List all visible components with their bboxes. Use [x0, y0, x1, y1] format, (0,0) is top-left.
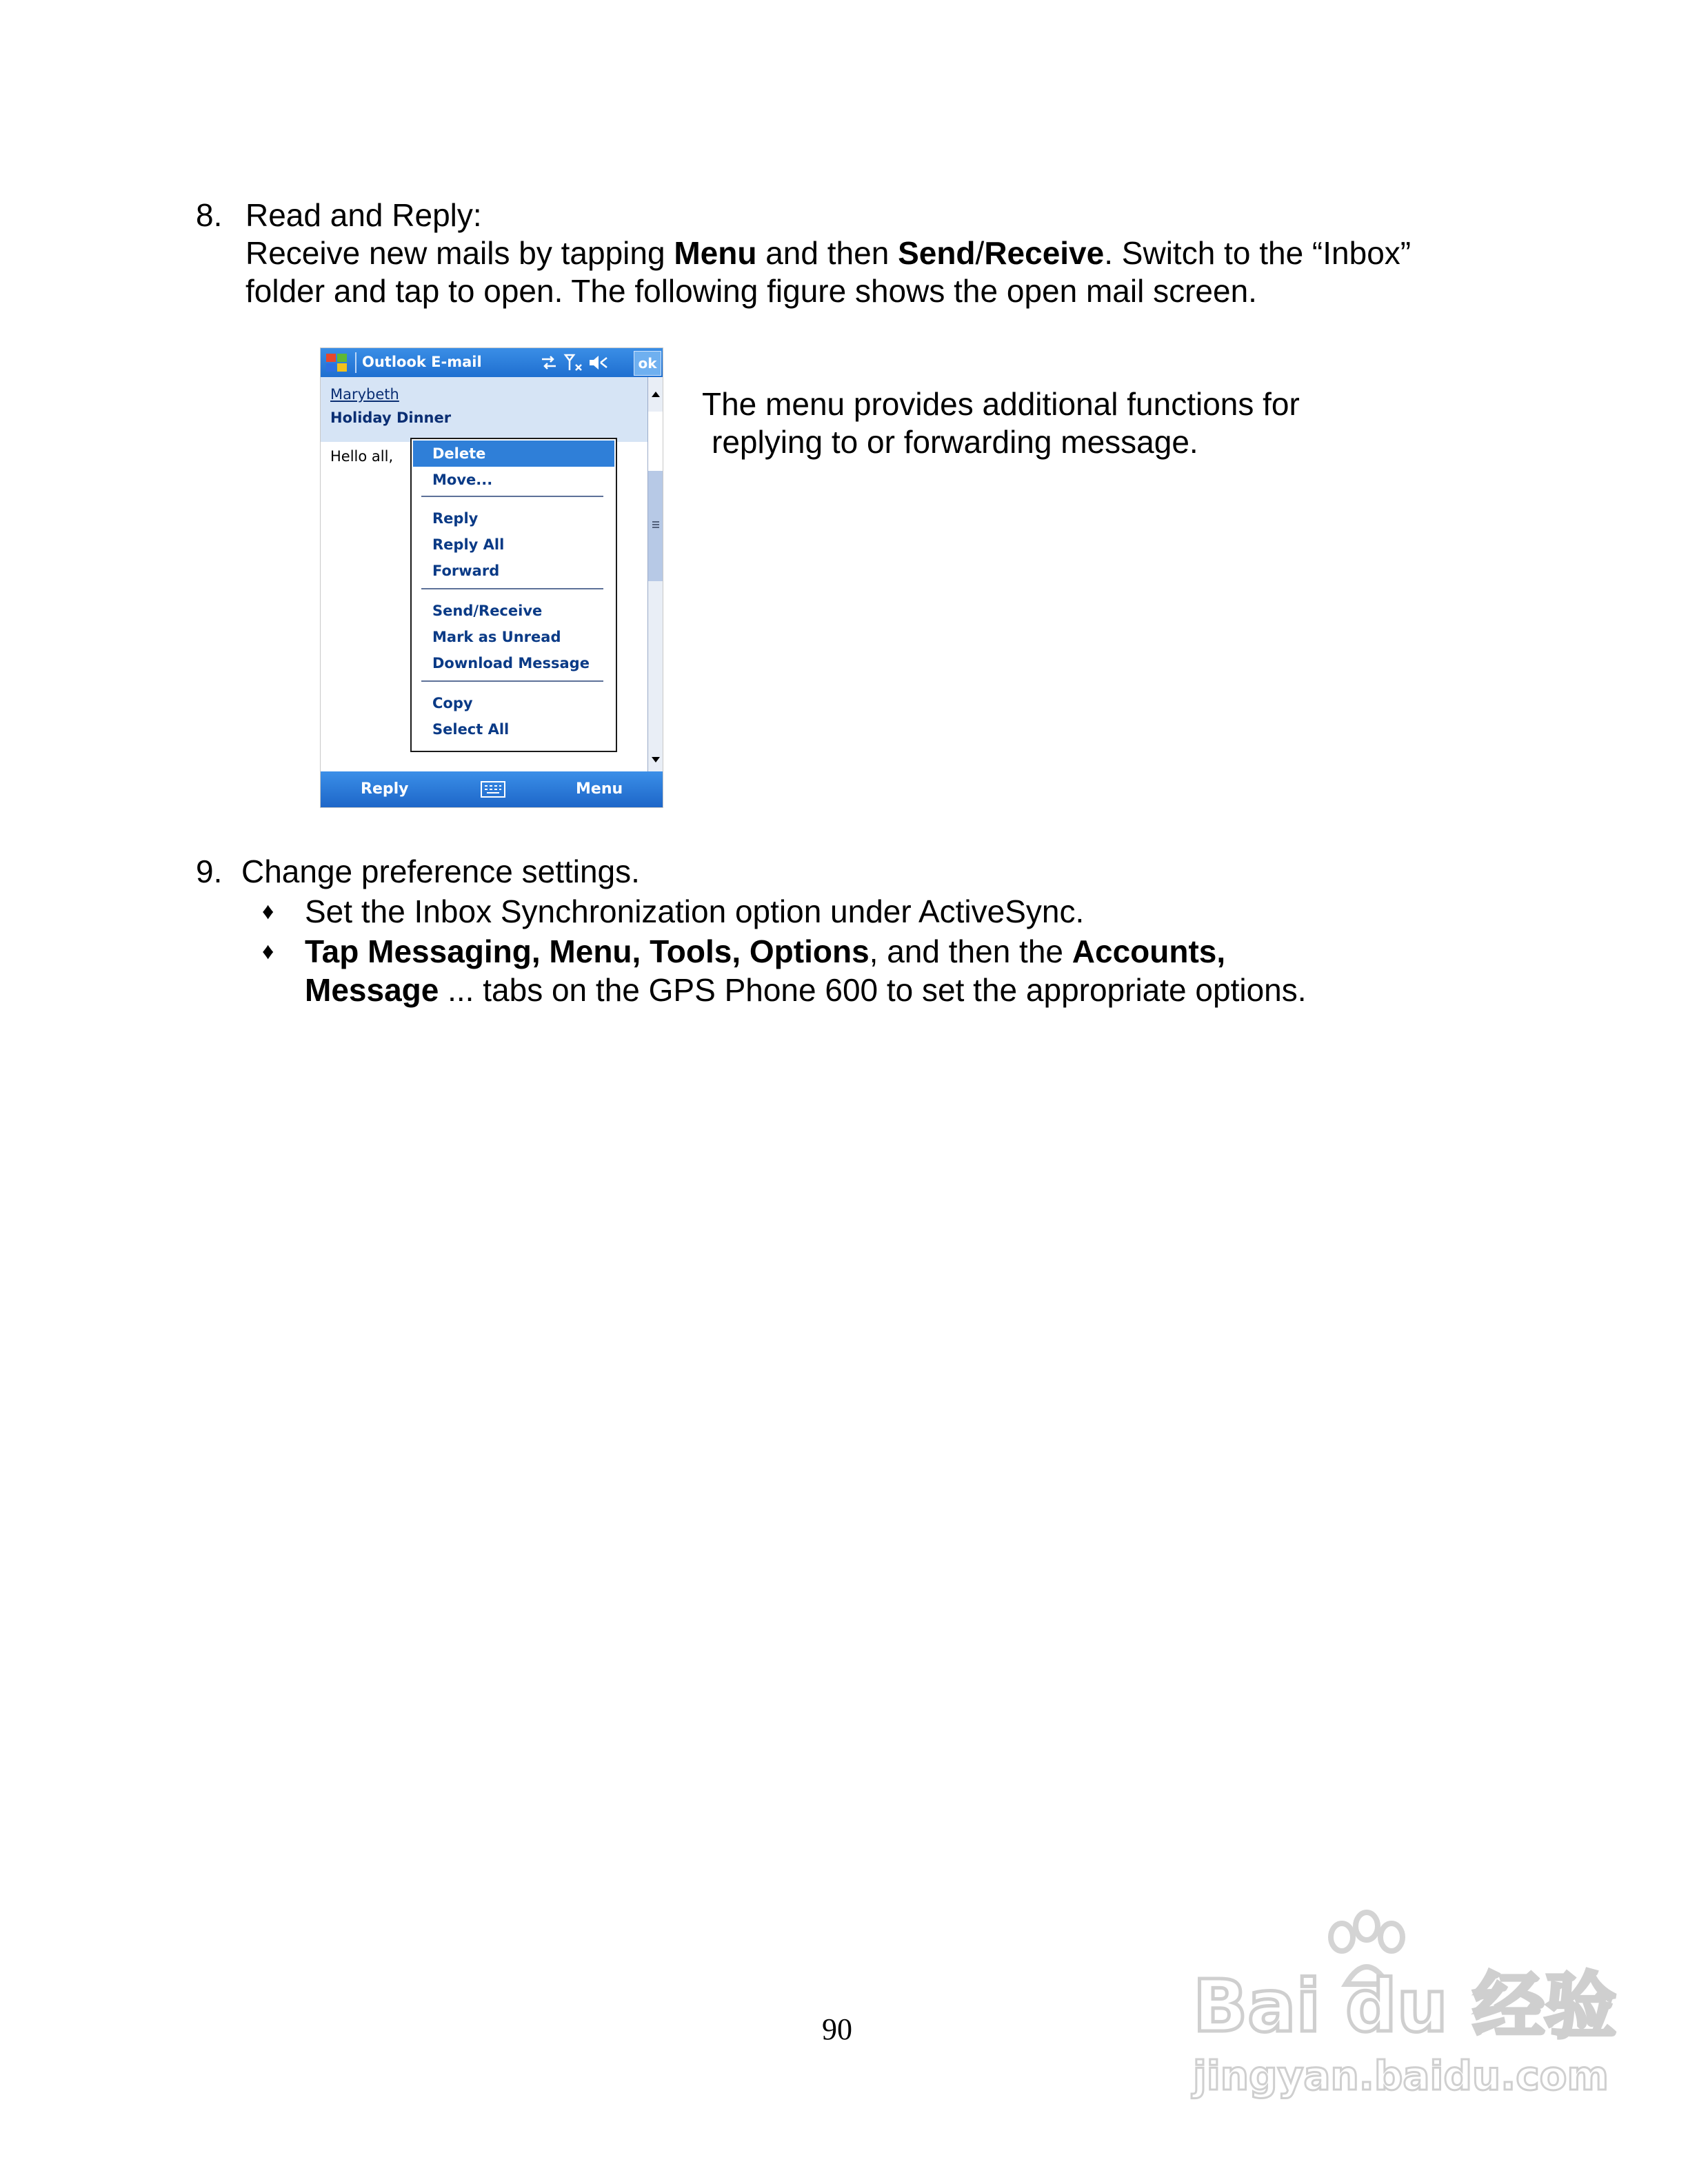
- step-8-line-1: Receive new mails by tapping Menu and then Send/Receive. Switch to the “Inbox”: [245, 235, 1411, 271]
- message-term: Message: [305, 972, 439, 1008]
- scroll-grip-icon: [651, 519, 661, 530]
- title-divider: [355, 352, 356, 373]
- menu-item-download-message[interactable]: Download Message: [432, 655, 590, 671]
- phone-screenshot: [320, 347, 663, 808]
- message-subject: Holiday Dinner: [330, 410, 452, 426]
- softkey-menu[interactable]: Menu: [576, 780, 623, 798]
- menu-separator: [421, 588, 603, 589]
- menu-item-delete[interactable]: Delete: [413, 441, 614, 467]
- tap-messaging-term: Tap Messaging, Menu, Tools, Options: [305, 933, 870, 969]
- scrollbar[interactable]: [647, 377, 663, 771]
- step-8-line-2: folder and tap to open. The following figure shows the open mail screen.: [245, 273, 1257, 309]
- app-title: Outlook E-mail: [362, 354, 482, 370]
- softkey-reply[interactable]: Reply: [361, 780, 409, 798]
- menu-item-select-all[interactable]: Select All: [432, 721, 510, 738]
- menu-item-reply[interactable]: Reply: [432, 510, 479, 527]
- step-9-bullet-2-line-2: Message ... tabs on the GPS Phone 600 to set the appropriate options.: [305, 972, 1307, 1008]
- menu-term: Menu: [674, 235, 757, 271]
- step-9-bullet-2-line-1: Tap Messaging, Menu, Tools, Options, and then the Accounts,: [305, 933, 1226, 969]
- menu-item-reply-all[interactable]: Reply All: [432, 536, 505, 553]
- title-bar: [321, 348, 663, 377]
- step-9-number: 9.: [196, 853, 223, 889]
- step-8-heading: Read and Reply:: [245, 197, 482, 233]
- ok-button[interactable]: ok: [634, 351, 661, 376]
- scroll-down-arrow-icon[interactable]: [650, 755, 661, 765]
- menu-item-forward[interactable]: Forward: [432, 563, 500, 579]
- figure-caption-line-1: The menu provides additional functions for: [702, 386, 1300, 422]
- keyboard-icon[interactable]: [481, 781, 505, 798]
- step-9-heading: Change preference settings.: [241, 853, 640, 889]
- menu-item-send-receive[interactable]: Send/Receive: [432, 603, 543, 619]
- scroll-track-top: [648, 412, 663, 471]
- menu-item-mark-as-unread[interactable]: Mark as Unread: [432, 629, 561, 645]
- menu-item-move[interactable]: Move...: [432, 472, 493, 488]
- watermark-brand: Bai du 经验: [1193, 1964, 1616, 2048]
- accounts-term: Accounts,: [1072, 933, 1226, 969]
- signal-off-icon: [563, 352, 584, 373]
- baidu-watermark: [1183, 1910, 1616, 2116]
- volume-icon: [588, 354, 609, 372]
- message-header: [321, 377, 652, 442]
- sender-link[interactable]: Marybeth: [330, 386, 399, 403]
- watermark-url: jingyan.baidu.com: [1193, 2052, 1609, 2099]
- menu-separator: [421, 496, 603, 497]
- menu-item-copy[interactable]: Copy: [432, 695, 473, 711]
- page-number: 90: [822, 2012, 852, 2046]
- figure-caption-line-2: replying to or forwarding message.: [712, 424, 1198, 460]
- windows-start-icon[interactable]: [325, 352, 350, 374]
- message-body: Hello all,: [330, 448, 394, 465]
- menu-separator: [421, 680, 603, 682]
- softkey-bar: [321, 771, 663, 807]
- bullet-diamond-icon: ♦: [262, 898, 274, 924]
- sync-arrows-icon: [540, 354, 558, 372]
- context-menu: [410, 438, 617, 752]
- bullet-diamond-icon: ♦: [262, 938, 274, 964]
- receive-term: Receive: [984, 235, 1105, 271]
- step-8-number: 8.: [196, 197, 223, 233]
- step-9-bullet-1: Set the Inbox Synchronization option under ActiveSync.: [305, 893, 1085, 929]
- scroll-up-arrow-icon[interactable]: [650, 390, 661, 399]
- send-term: Send: [898, 235, 976, 271]
